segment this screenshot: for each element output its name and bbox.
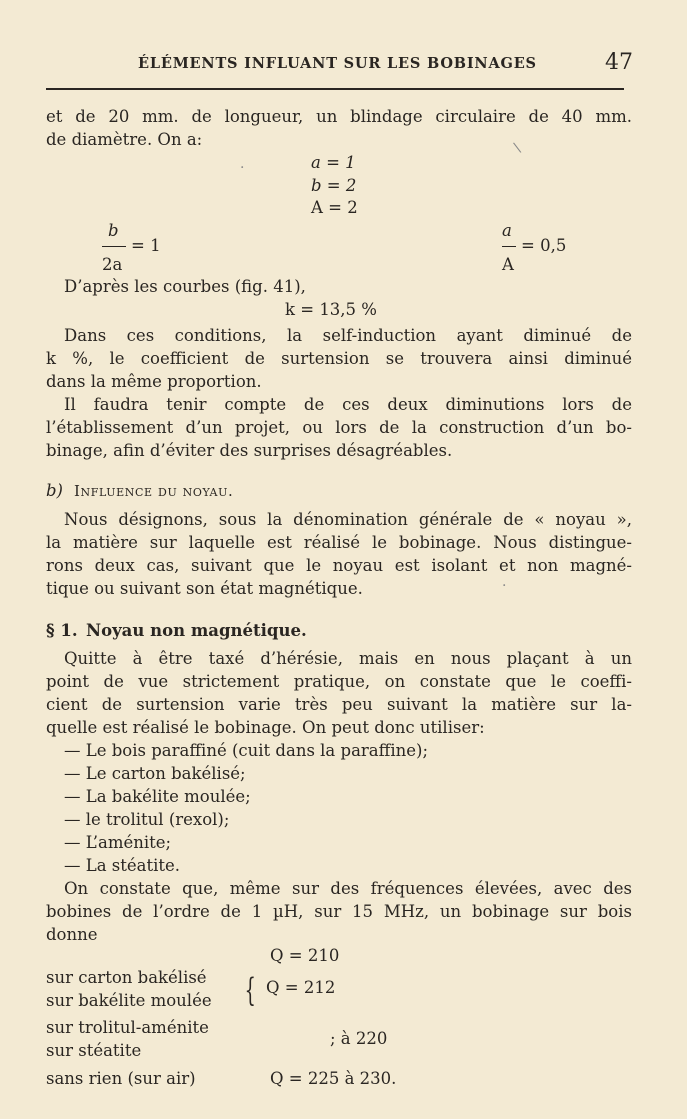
material-item: — Le bois paraffiné (cuit dans la paraffine);: [64, 741, 429, 760]
fraction-left-denominator: 2a: [102, 255, 123, 274]
para5-line-1: On constate que, même sur des fréquences élevées, avec des: [64, 879, 632, 898]
q-label-steatite: sur stéatite: [46, 1041, 142, 1060]
para1-line-2: k %, le coefficient de surtension se trouvera ainsi diminué: [46, 349, 632, 368]
fraction-left-equals: = 1: [131, 236, 161, 255]
para5-line-3: donne: [46, 925, 98, 944]
q-label-bakelite: sur bakélite moulée: [46, 991, 212, 1010]
q-carton-bakelite: Q = 212: [266, 978, 336, 997]
fraction-right-equals: = 0,5: [521, 236, 567, 255]
material-item: — le trolitul (rexol);: [64, 810, 230, 829]
para2-line-1: Il faudra tenir compte de ces deux diminutions lors de: [64, 395, 632, 414]
page-number: 47: [605, 50, 633, 75]
curly-brace: {: [244, 971, 256, 1009]
para4-line-2: point de vue strictement pratique, on constate que le coeffi-: [46, 672, 632, 691]
section-b-letter: b): [46, 481, 63, 500]
para1-line-1: Dans ces conditions, la self-induction ayant diminué de: [64, 326, 632, 345]
material-item: — Le carton bakélisé;: [64, 764, 246, 783]
fraction-right-bar: [502, 246, 516, 247]
section-b-title: Influence du noyau.: [74, 482, 234, 500]
given-b: b = 2: [311, 176, 357, 195]
para3-line-1: Nous désignons, sous la dénomination générale de « noyau »,: [64, 510, 632, 529]
para1-line-3: dans la même proportion.: [46, 372, 262, 391]
given-A: A = 2: [311, 198, 358, 217]
intro-line-2: de diamètre. On a:: [46, 130, 203, 149]
para2-line-2: l’établissement d’un projet, ou lors de la construction d’un bo-: [46, 418, 632, 437]
para5-line-2: bobines de l’ordre de 1 µH, sur 15 MHz, un bobinage sur bois: [46, 902, 632, 921]
fraction-left-numerator: b: [108, 221, 119, 240]
para4-line-1: Quitte à être taxé d’hérésie, mais en nous plaçant à un: [64, 649, 632, 668]
q-trolitul-steatite: ; à 220: [330, 1029, 388, 1048]
para3-line-2: la matière sur laquelle est réalisé le bobinage. Nous distingue-: [46, 533, 632, 552]
material-item: — L’aménite;: [64, 833, 172, 852]
header-rule: [46, 88, 624, 90]
para4-line-4: quelle est réalisé le bobinage. On peut donc utiliser:: [46, 718, 485, 737]
material-item: — La stéatite.: [64, 856, 181, 875]
k-value: k = 13,5 %: [285, 300, 377, 319]
para2-line-3: binage, afin d’éviter des surprises désagréables.: [46, 441, 453, 460]
section-1-title: Noyau non magnétique.: [86, 621, 307, 640]
para4-line-3: cient de surtension varie très peu suivant la matière sur la-: [46, 695, 632, 714]
given-a: a = 1: [311, 153, 356, 172]
q-air: Q = 225 à 230.: [270, 1069, 397, 1088]
running-header-title: ÉLÉMENTS INFLUANT SUR LES BOBINAGES: [138, 55, 537, 72]
material-item: — La bakélite moulée;: [64, 787, 251, 806]
print-speck: ·: [502, 578, 507, 594]
q-bois: Q = 210: [270, 946, 340, 965]
q-label-carton: sur carton bakélisé: [46, 968, 207, 987]
intro-line-1: et de 20 mm. de longueur, un blindage circulaire de 40 mm.: [46, 107, 632, 126]
fraction-right-numerator: a: [502, 221, 512, 240]
fraction-right-denominator: A: [502, 255, 514, 274]
q-label-trolitul: sur trolitul-aménite: [46, 1018, 209, 1037]
pencil-mark: \: [512, 139, 523, 157]
courbes-line: D’après les courbes (fig. 41),: [64, 277, 306, 296]
para3-line-4: tique ou suivant son état magnétique.: [46, 579, 363, 598]
q-label-air: sans rien (sur air): [46, 1069, 196, 1088]
fraction-left-bar: [102, 246, 126, 247]
section-1-number: § 1.: [46, 621, 78, 640]
para3-line-3: rons deux cas, suivant que le noyau est isolant et non magné-: [46, 556, 632, 575]
print-speck: ·: [240, 160, 245, 176]
